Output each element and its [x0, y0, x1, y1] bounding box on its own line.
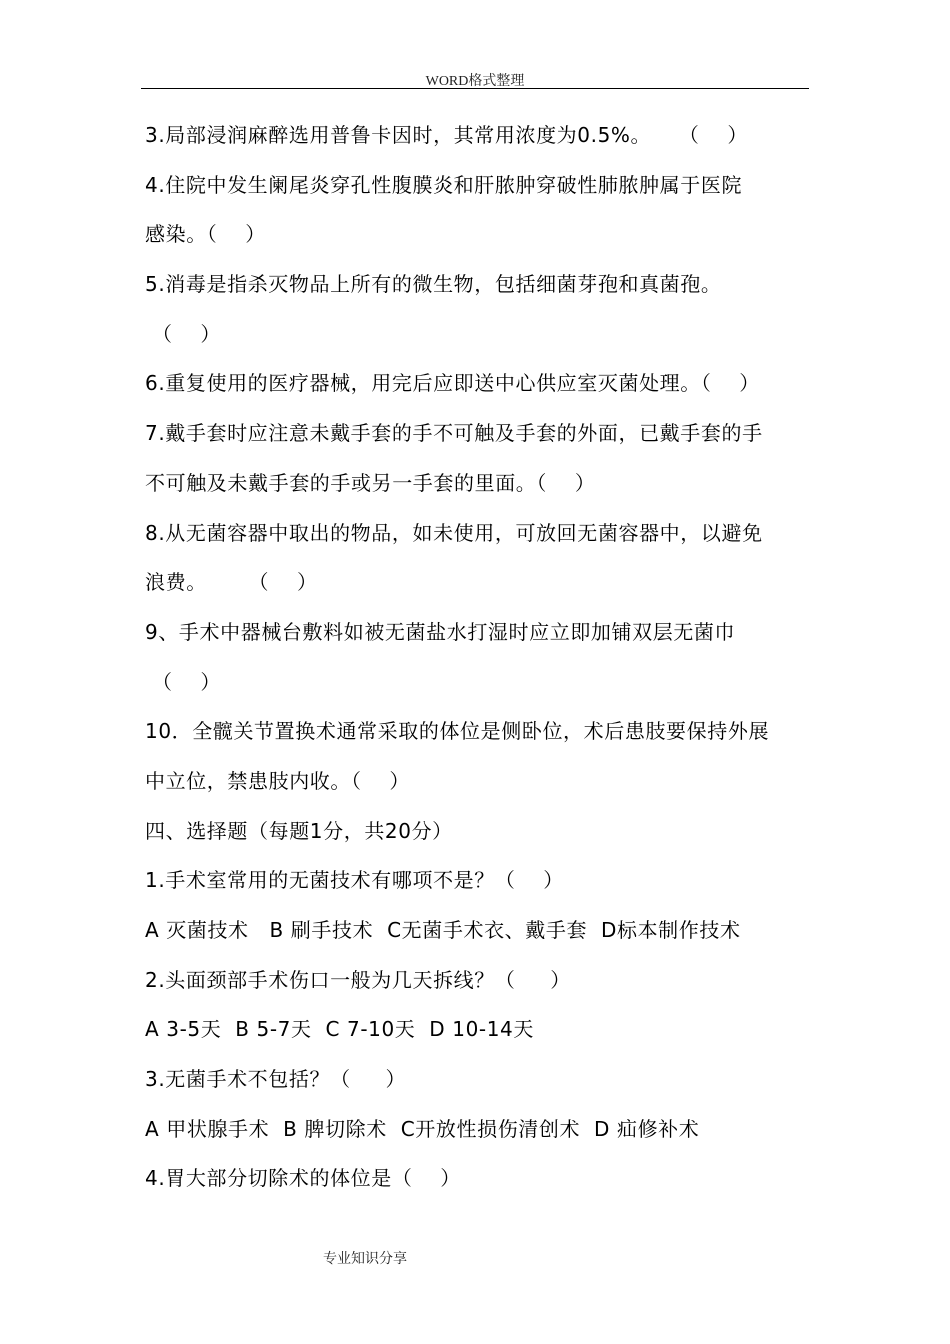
text-line: 5.消毒是指杀灭物品上所有的微生物，包括细菌芽孢和真菌孢。 — [145, 272, 722, 297]
page-footer: 专业知识分享 — [323, 1251, 407, 1267]
header-divider — [141, 88, 809, 89]
text-line: 浪费。 （ ） — [145, 570, 318, 595]
question-line: 4.胃大部分切除术的体位是（ ） — [145, 1166, 461, 1191]
question-line: 3.无菌手术不包括？（ ） — [145, 1067, 407, 1092]
text-line: 感染。（ ） — [145, 222, 266, 247]
text-line: 7.戴手套时应注意未戴手套的手不可触及手套的外面，已戴手套的手 — [145, 421, 763, 446]
page-header: WORD格式整理 — [425, 74, 525, 89]
question-line: 2.头面颈部手术伤口一般为几天拆线？（ ） — [145, 967, 571, 992]
text-line: 6.重复使用的医疗器械，用完后应即送中心供应室灭菌处理。（ ） — [145, 371, 760, 396]
text-line: 不可触及未戴手套的手或另一手套的里面。（ ） — [145, 470, 596, 495]
text-line: （ ） — [145, 321, 221, 346]
options-line: A 灭菌技术 B 刷手技术 C无菌手术衣、戴手套 D标本制作技术 — [145, 918, 741, 942]
text-line: 中立位，禁患肢内收。（ ） — [145, 768, 411, 793]
question-line: 1.手术室常用的无菌技术有哪项不是？（ ） — [145, 868, 564, 893]
options-line: A 3-5天 B 5-7天 C 7-10天 D 10-14天 — [145, 1017, 534, 1042]
text-line: 4.住院中发生阑尾炎穿孔性腹膜炎和肝脓肿穿破性肺脓肿属于医院 — [145, 172, 743, 197]
text-line: 3.局部浸润麻醉选用普鲁卡因时，其常用浓度为0.5%。 （ ） — [145, 123, 748, 147]
text-line: 8.从无菌容器中取出的物品，如未使用，可放回无菌容器中，以避免 — [145, 520, 763, 545]
options-line: A 甲状腺手术 B 脾切除术 C开放性损伤清创术 D 疝修补术 — [145, 1116, 700, 1141]
section-heading: 四、选择题（每题1分，共20分） — [145, 818, 453, 843]
text-line: 10．全髋关节置换术通常采取的体位是侧卧位，术后患肢要保持外展 — [145, 719, 770, 744]
text-line: 9、手术中器械台敷料如被无菌盐水打湿时应立即加铺双层无菌巾 — [145, 619, 736, 644]
text-line: （ ） — [145, 669, 221, 694]
document-body — [145, 117, 810, 1210]
